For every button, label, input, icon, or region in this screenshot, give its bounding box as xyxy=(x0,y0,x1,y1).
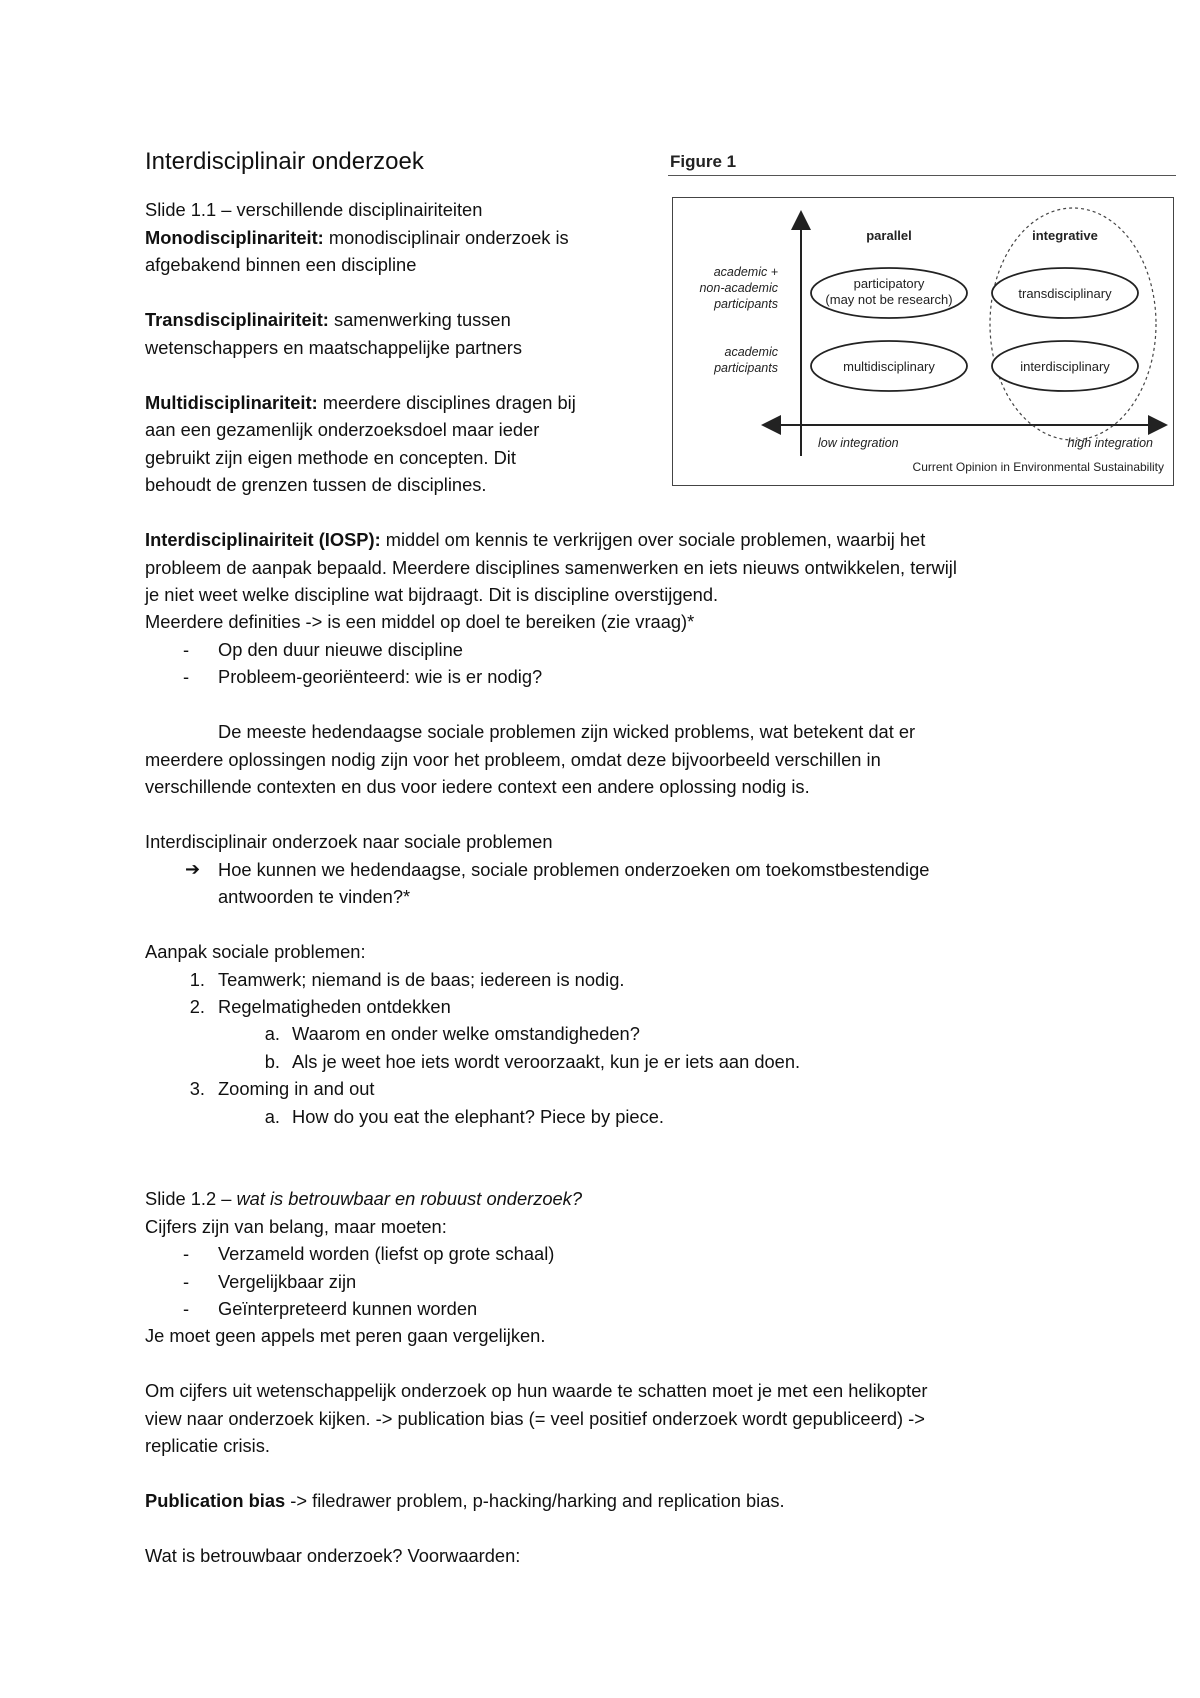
participatory-label-1: participatory xyxy=(853,276,925,291)
interdisciplinary-label: interdisciplinary xyxy=(1020,359,1110,374)
list-item-text: Probleem-georiënteerd: wie is er nodig? xyxy=(218,666,543,687)
appels-line: Je moet geen appels met peren gaan vergelijken. xyxy=(145,1325,546,1346)
betrouwbaar-line: Wat is betrouwbaar onderzoek? Voorwaarden: xyxy=(145,1545,521,1566)
list-item-text: Als je weet hoe iets wordt veroorzaakt, kun je er iets aan doen. xyxy=(292,1051,801,1072)
list-item-text: Zooming in and out xyxy=(218,1078,375,1099)
inter-text: middel om kennis te verkrijgen over sociale problemen, waarbij het xyxy=(380,529,926,550)
transdisciplinary-label: transdisciplinary xyxy=(1018,286,1112,301)
helikopter-line-1: Om cijfers uit wetenschappelijk onderzoek op hun waarde te schatten moet je met een helikopter xyxy=(145,1380,928,1401)
inter-term: Interdisciplinairiteit (IOSP): xyxy=(145,529,381,550)
list-letter: a. xyxy=(264,1023,280,1044)
dash-bullet: - xyxy=(183,1298,190,1319)
trans-term: Transdisciplinairiteit: xyxy=(145,309,329,330)
disciplinarity-diagram xyxy=(673,198,1173,485)
multi-text: meerdere disciplines dragen bij xyxy=(317,392,576,413)
publication-bias-term: Publication bias xyxy=(145,1490,286,1511)
column-parallel-label: parallel xyxy=(866,228,912,243)
aanpak-heading: Aanpak sociale problemen: xyxy=(145,941,366,962)
participatory-label-2: (may not be research) xyxy=(825,292,953,307)
wicked-line-3: verschillende contexten en dus voor iedere context een andere oplossing nodig is. xyxy=(145,776,810,797)
publication-bias-line xyxy=(145,1487,785,1515)
dash-bullet: - xyxy=(183,666,190,687)
multidisciplinary-label: multidisciplinary xyxy=(843,359,935,374)
slide-1-2-prefix: Slide 1.2 – xyxy=(145,1188,237,1209)
figure-source: Current Opinion in Environmental Sustainability xyxy=(912,460,1164,474)
list-item-text: Op den duur nieuwe discipline xyxy=(218,639,463,660)
row-top-label-1: academic + xyxy=(713,265,778,279)
inter-definition-line-3: je niet weet welke discipline wat bijdraagt. Dit is discipline overstijgend. xyxy=(145,584,719,605)
list-letter: a. xyxy=(264,1106,280,1127)
multi-definition-line-1 xyxy=(145,389,576,417)
row-bottom-label-1: academic xyxy=(724,345,778,359)
definities-line: Meerdere definities -> is een middel op doel te bereiken (zie vraag)* xyxy=(145,611,695,632)
trans-text: samenwerking tussen xyxy=(328,309,511,330)
trans-definition-line-2: wetenschappers en maatschappelijke partners xyxy=(145,337,523,358)
figure-diagram xyxy=(672,197,1174,486)
list-item-text: Geïnterpreteerd kunnen worden xyxy=(218,1298,478,1319)
list-letter: b. xyxy=(264,1051,280,1072)
row-top-label-3: participants xyxy=(714,297,778,311)
list-item-text: Verzameld worden (liefst op grote schaal) xyxy=(218,1243,555,1264)
dash-bullet: - xyxy=(183,639,190,660)
cijfers-line: Cijfers zijn van belang, maar moeten: xyxy=(145,1216,447,1237)
dash-bullet: - xyxy=(183,1271,190,1292)
figure-caption: Figure 1 xyxy=(670,152,737,171)
list-item-text: Teamwerk; niemand is de baas; iedereen is nodig. xyxy=(218,969,625,990)
iosp-question-line-1: Hoe kunnen we hedendaagse, sociale problemen onderzoeken om toekomstbestendige xyxy=(218,859,930,880)
list-number: 2. xyxy=(189,996,205,1017)
mono-definition-line-1 xyxy=(145,224,569,252)
wicked-line-1: De meeste hedendaagse sociale problemen zijn wicked problems, wat betekent dat er xyxy=(218,721,916,742)
multi-definition-line-4: behoudt de grenzen tussen de disciplines. xyxy=(145,474,487,495)
low-integration-label: low integration xyxy=(818,436,899,450)
row-top-label-2: non-academic xyxy=(699,281,778,295)
list-number: 1. xyxy=(189,969,205,990)
slide-1-2-heading xyxy=(145,1185,582,1213)
page-title: Interdisciplinair onderzoek xyxy=(145,148,424,175)
mono-term: Monodisciplinariteit: xyxy=(145,227,324,248)
publication-bias-text: -> filedrawer problem, p-hacking/harking and replication bias. xyxy=(285,1490,785,1511)
column-integrative-label: integrative xyxy=(1032,228,1098,243)
slide-1-2-title: wat is betrouwbaar en robuust onderzoek? xyxy=(236,1188,582,1209)
slide-1-1-heading: Slide 1.1 – verschillende disciplinairiteiten xyxy=(145,199,483,220)
iosp-question-line-2: antwoorden te vinden?* xyxy=(218,886,411,907)
list-item-text: Waarom en onder welke omstandigheden? xyxy=(292,1023,640,1044)
inter-definition-line-2: probleem de aanpak bepaald. Meerdere disciplines samenwerken en iets nieuws ontwikkelen, terwijl xyxy=(145,557,957,578)
high-integration-label: high integration xyxy=(1067,436,1153,450)
list-item-text: How do you eat the elephant? Piece by piece. xyxy=(292,1106,664,1127)
inter-definition-line-1 xyxy=(145,526,925,554)
row-bottom-label-2: participants xyxy=(714,361,778,375)
mono-text: monodisciplinair onderzoek is xyxy=(323,227,569,248)
list-item-text: Regelmatigheden ontdekken xyxy=(218,996,451,1017)
multi-term: Multidisciplinariteit: xyxy=(145,392,318,413)
dash-bullet: - xyxy=(183,1243,190,1264)
iosp-heading: Interdisciplinair onderzoek naar sociale problemen xyxy=(145,831,553,852)
helikopter-line-3: replicatie crisis. xyxy=(145,1435,270,1456)
helikopter-line-2: view naar onderzoek kijken. -> publication bias (= veel positief onderzoek wordt gepubliceerd) -> xyxy=(145,1408,925,1429)
wicked-line-2: meerdere oplossingen nodig zijn voor het probleem, omdat deze bijvoorbeeld verschillen in xyxy=(145,749,881,770)
multi-definition-line-2: aan een gezamenlijk onderzoeksdoel maar ieder xyxy=(145,419,540,440)
list-item-text: Vergelijkbaar zijn xyxy=(218,1271,357,1292)
multi-definition-line-3: gebruikt zijn eigen methode en concepten. Dit xyxy=(145,447,516,468)
mono-definition-line-2: afgebakend binnen een discipline xyxy=(145,254,417,275)
arrow-right-icon: ➔ xyxy=(185,859,201,879)
list-number: 3. xyxy=(189,1078,205,1099)
figure-divider xyxy=(668,175,1176,176)
trans-definition-line-1 xyxy=(145,306,511,334)
